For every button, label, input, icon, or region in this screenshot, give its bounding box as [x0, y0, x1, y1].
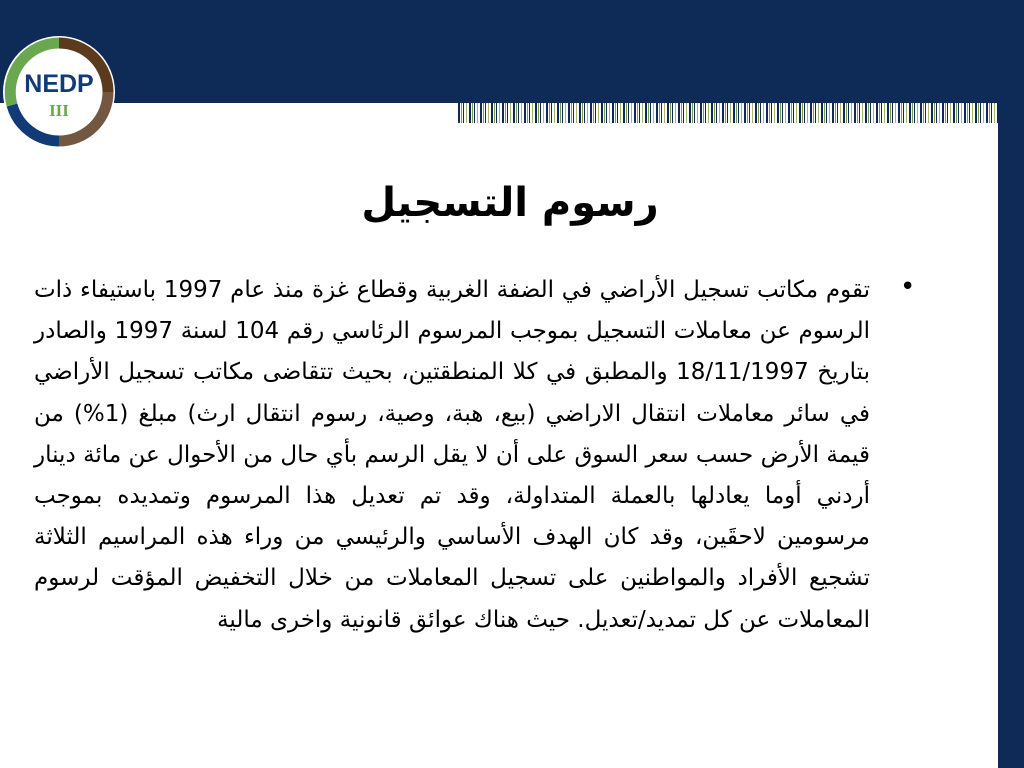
bullet-marker: •	[900, 272, 916, 302]
logo-subtitle: III	[49, 101, 69, 120]
decorative-stripe	[458, 103, 998, 123]
slide-title: رسوم التسجيل	[361, 180, 659, 226]
header-band	[0, 0, 1024, 103]
slide-body-paragraph: تقوم مكاتب تسجيل الأراضي في الضفة الغربية وقطاع غزة منذ عام 1997 باستيفاء ذات الرسوم عن معاملات التسجيل بموجب المرسوم الرئاسي رقم 104 لسنة 1997 والصادر بتاريخ 18/11/1997 والمطبق في كلا المنطقتين، بحيث تتقاضى مكاتب تسجيل الأراضي في سائر معاملات انتقال الاراضي (بيع، هبة، وصية، رسوم انتقال ارث) مبلغ (1%) من قيمة الأرض حسب سعر السوق على أن لا يقل الرسم بأي حال من الأحوال عن مائة دينار أردني أوما يعادلها بالعملة المتداولة، وقد تم تعديل هذا المرسوم وتمديده بموجب مرسومين لاحقَين، وقد كان الهدف الأساسي والرئيسي من وراء هذه المراسيم الثلاثة تشجيع الأفراد والمواطنين على تسجيل المعاملات من خلال التخفيض المؤقت لرسوم المعاملات عن كل تمديد/تعديل. حيث هناك عوائق قانونية واخرى مالية	[34, 277, 871, 633]
nedp-logo	[0, 33, 118, 151]
right-edge-band	[998, 103, 1024, 768]
logo-name: NEDP	[24, 70, 94, 98]
